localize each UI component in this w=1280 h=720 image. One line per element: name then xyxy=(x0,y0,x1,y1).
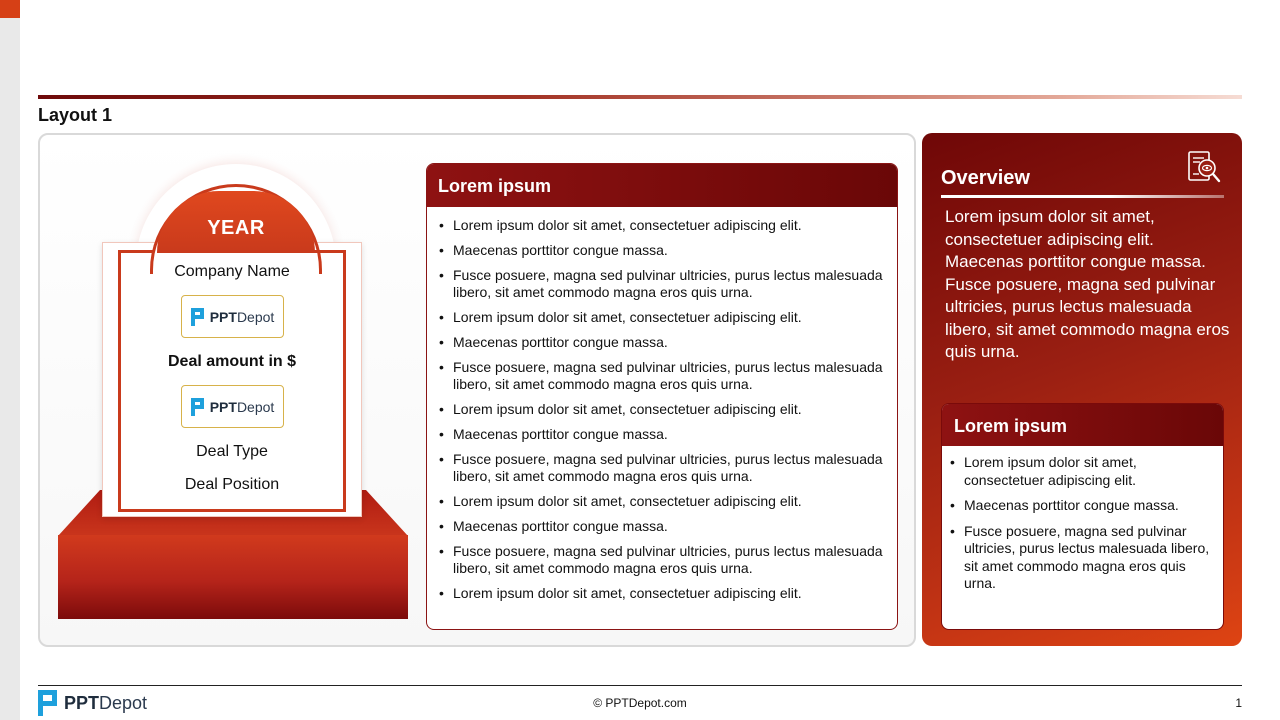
year-label: YEAR xyxy=(157,191,315,253)
deal-position: Deal Position xyxy=(184,476,280,493)
overview-text: Lorem ipsum dolor sit amet, consectetuer adipiscing elit. Maecenas porttitor congue massa. Fusce posuere, magna sed pulvinar ultricies, purus lectus malesuada libero, sit amet commodo magna eros quis urna. xyxy=(945,207,1230,361)
copyright-text: © PPTDepot.com xyxy=(593,696,687,710)
side-bullet-list xyxy=(942,446,1223,593)
list-item: • Maecenas porttitor congue massa. xyxy=(950,497,1213,515)
logo-wordmark: PPTDepot xyxy=(209,398,275,415)
document-search-icon xyxy=(1186,150,1222,186)
list-item: • Lorem ipsum dolor sit amet, consectetuer adipiscing elit. xyxy=(439,585,883,602)
list-item: • Fusce posuere, magna sed pulvinar ultricies, purus lectus malesuada libero, sit amet commodo magna eros quis urna. xyxy=(950,523,1213,593)
pptdepot-logo-icon xyxy=(191,308,205,326)
main-list-card xyxy=(426,163,898,630)
main-list-title: Lorem ipsum xyxy=(427,164,897,207)
pedestal-front xyxy=(58,535,408,619)
deal-amount: Deal amount in $ xyxy=(167,353,297,370)
acquirer-logo xyxy=(181,385,284,428)
main-bullet-list xyxy=(427,207,897,602)
overview-divider xyxy=(941,195,1224,198)
list-item: • Maecenas porttitor congue massa. xyxy=(439,242,883,259)
list-item: • Lorem ipsum dolor sit amet, consectetuer adipiscing elit. xyxy=(439,401,883,418)
card-frame-edge-left xyxy=(118,250,154,253)
footer-divider xyxy=(38,685,1242,686)
list-item: • Lorem ipsum dolor sit amet, consectetuer adipiscing elit. xyxy=(439,217,883,234)
title-divider xyxy=(38,95,1242,99)
list-item: • Maecenas porttitor congue massa. xyxy=(439,518,883,535)
logo-wordmark: PPTDepot xyxy=(209,308,275,325)
slide-title: Layout 1 xyxy=(38,105,113,125)
overview-title: Overview xyxy=(941,167,1030,189)
list-item: • Lorem ipsum dolor sit amet, consectetuer adipiscing elit. xyxy=(439,493,883,510)
company-name: Company Name xyxy=(174,263,290,280)
list-item: • Fusce posuere, magna sed pulvinar ultricies, purus lectus malesuada libero, sit amet commodo magna eros quis urna. xyxy=(439,543,883,577)
list-item: • Maecenas porttitor congue massa. xyxy=(439,334,883,351)
company-logo xyxy=(181,295,284,338)
card-frame-edge-right xyxy=(310,250,346,253)
list-item: • Fusce posuere, magna sed pulvinar ultricies, purus lectus malesuada libero, sit amet commodo magna eros quis urna. xyxy=(439,267,883,301)
list-item: • Maecenas porttitor congue massa. xyxy=(439,426,883,443)
list-item: • Fusce posuere, magna sed pulvinar ultricies, purus lectus malesuada libero, sit amet commodo magna eros quis urna. xyxy=(439,359,883,393)
side-list-card xyxy=(941,403,1224,630)
page-number: 1 xyxy=(1235,696,1242,710)
list-item: • Lorem ipsum dolor sit amet, consectetuer adipiscing elit. xyxy=(439,309,883,326)
footer-logo-wordmark: PPTDepot xyxy=(64,692,148,713)
left-edge-strip xyxy=(0,0,20,720)
corner-accent xyxy=(0,0,20,18)
list-item: • Lorem ipsum dolor sit amet, consectetuer adipiscing elit. xyxy=(950,454,1213,489)
card-frame xyxy=(118,250,346,512)
deal-type: Deal Type xyxy=(196,443,268,460)
side-list-title: Lorem ipsum xyxy=(942,404,1223,446)
list-item: • Fusce posuere, magna sed pulvinar ultricies, purus lectus malesuada libero, sit amet commodo magna eros quis urna. xyxy=(439,451,883,485)
pptdepot-logo-icon xyxy=(191,398,205,416)
